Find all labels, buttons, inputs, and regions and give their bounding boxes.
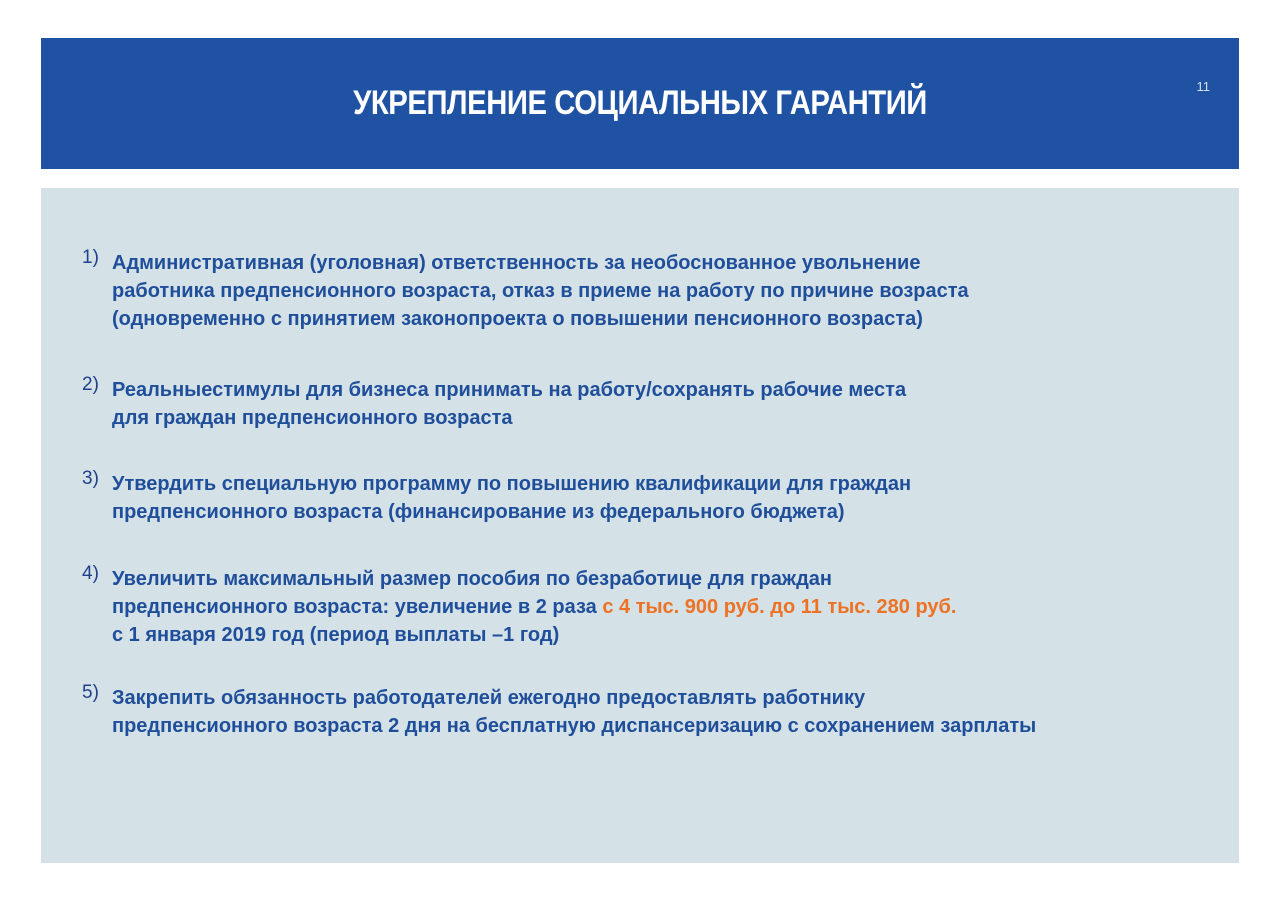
list-item-number: 5) (82, 682, 99, 703)
list-item-line: предпенсионного возраста 2 дня на бесплатную диспансеризацию с сохранением зарплаты (112, 715, 1037, 737)
list-item-text (112, 470, 1237, 526)
list-item-line (112, 593, 1237, 621)
list-item-text (112, 376, 1237, 432)
list-item-number: 3) (82, 468, 99, 489)
list-item-line: с 1 января 2019 год (период выплаты –1 год) (112, 624, 560, 646)
list-item-text (112, 565, 1237, 649)
list-item-line: (одновременно с принятием законопроекта о повышении пенсионного возраста) (112, 308, 923, 330)
list-item-text (112, 684, 1237, 740)
page-number: 11 (1196, 79, 1210, 94)
list-item-number: 2) (82, 374, 99, 395)
list-item-line: для граждан предпенсионного возраста (112, 407, 513, 429)
header-banner (41, 38, 1239, 169)
list-item-line: Утвердить специальную программу по повышению квалификации для граждан (112, 473, 912, 495)
list-item-line: Административная (уголовная) ответственность за необоснованное увольнение (112, 252, 921, 274)
list-item-line: Увеличить максимальный размер пособия по безработице для граждан (112, 568, 832, 590)
list-item-number: 1) (82, 247, 99, 268)
list-item-number: 4) (82, 563, 99, 584)
list-item-line: Закрепить обязанность работодателей ежегодно предоставлять работнику (112, 687, 866, 709)
benefit-amount-highlight: с 4 тыс. 900 руб. до 11 тыс. 280 руб. (602, 596, 957, 618)
list-item-line: работника предпенсионного возраста, отказ в приеме на работу по причине возраста (112, 280, 969, 302)
list-item-text (112, 249, 1237, 333)
page-title: УКРЕПЛЕНИЕ СОЦИАЛЬНЫХ ГАРАНТИЙ (353, 84, 927, 122)
list-item-line: предпенсионного возраста (финансирование из федерального бюджета) (112, 501, 845, 523)
list-item-text-segment: предпенсионного возраста: увеличение в 2 раза (112, 596, 603, 618)
list-item-line: Реальныестимулы для бизнеса принимать на работу/сохранять рабочие места (112, 379, 907, 401)
